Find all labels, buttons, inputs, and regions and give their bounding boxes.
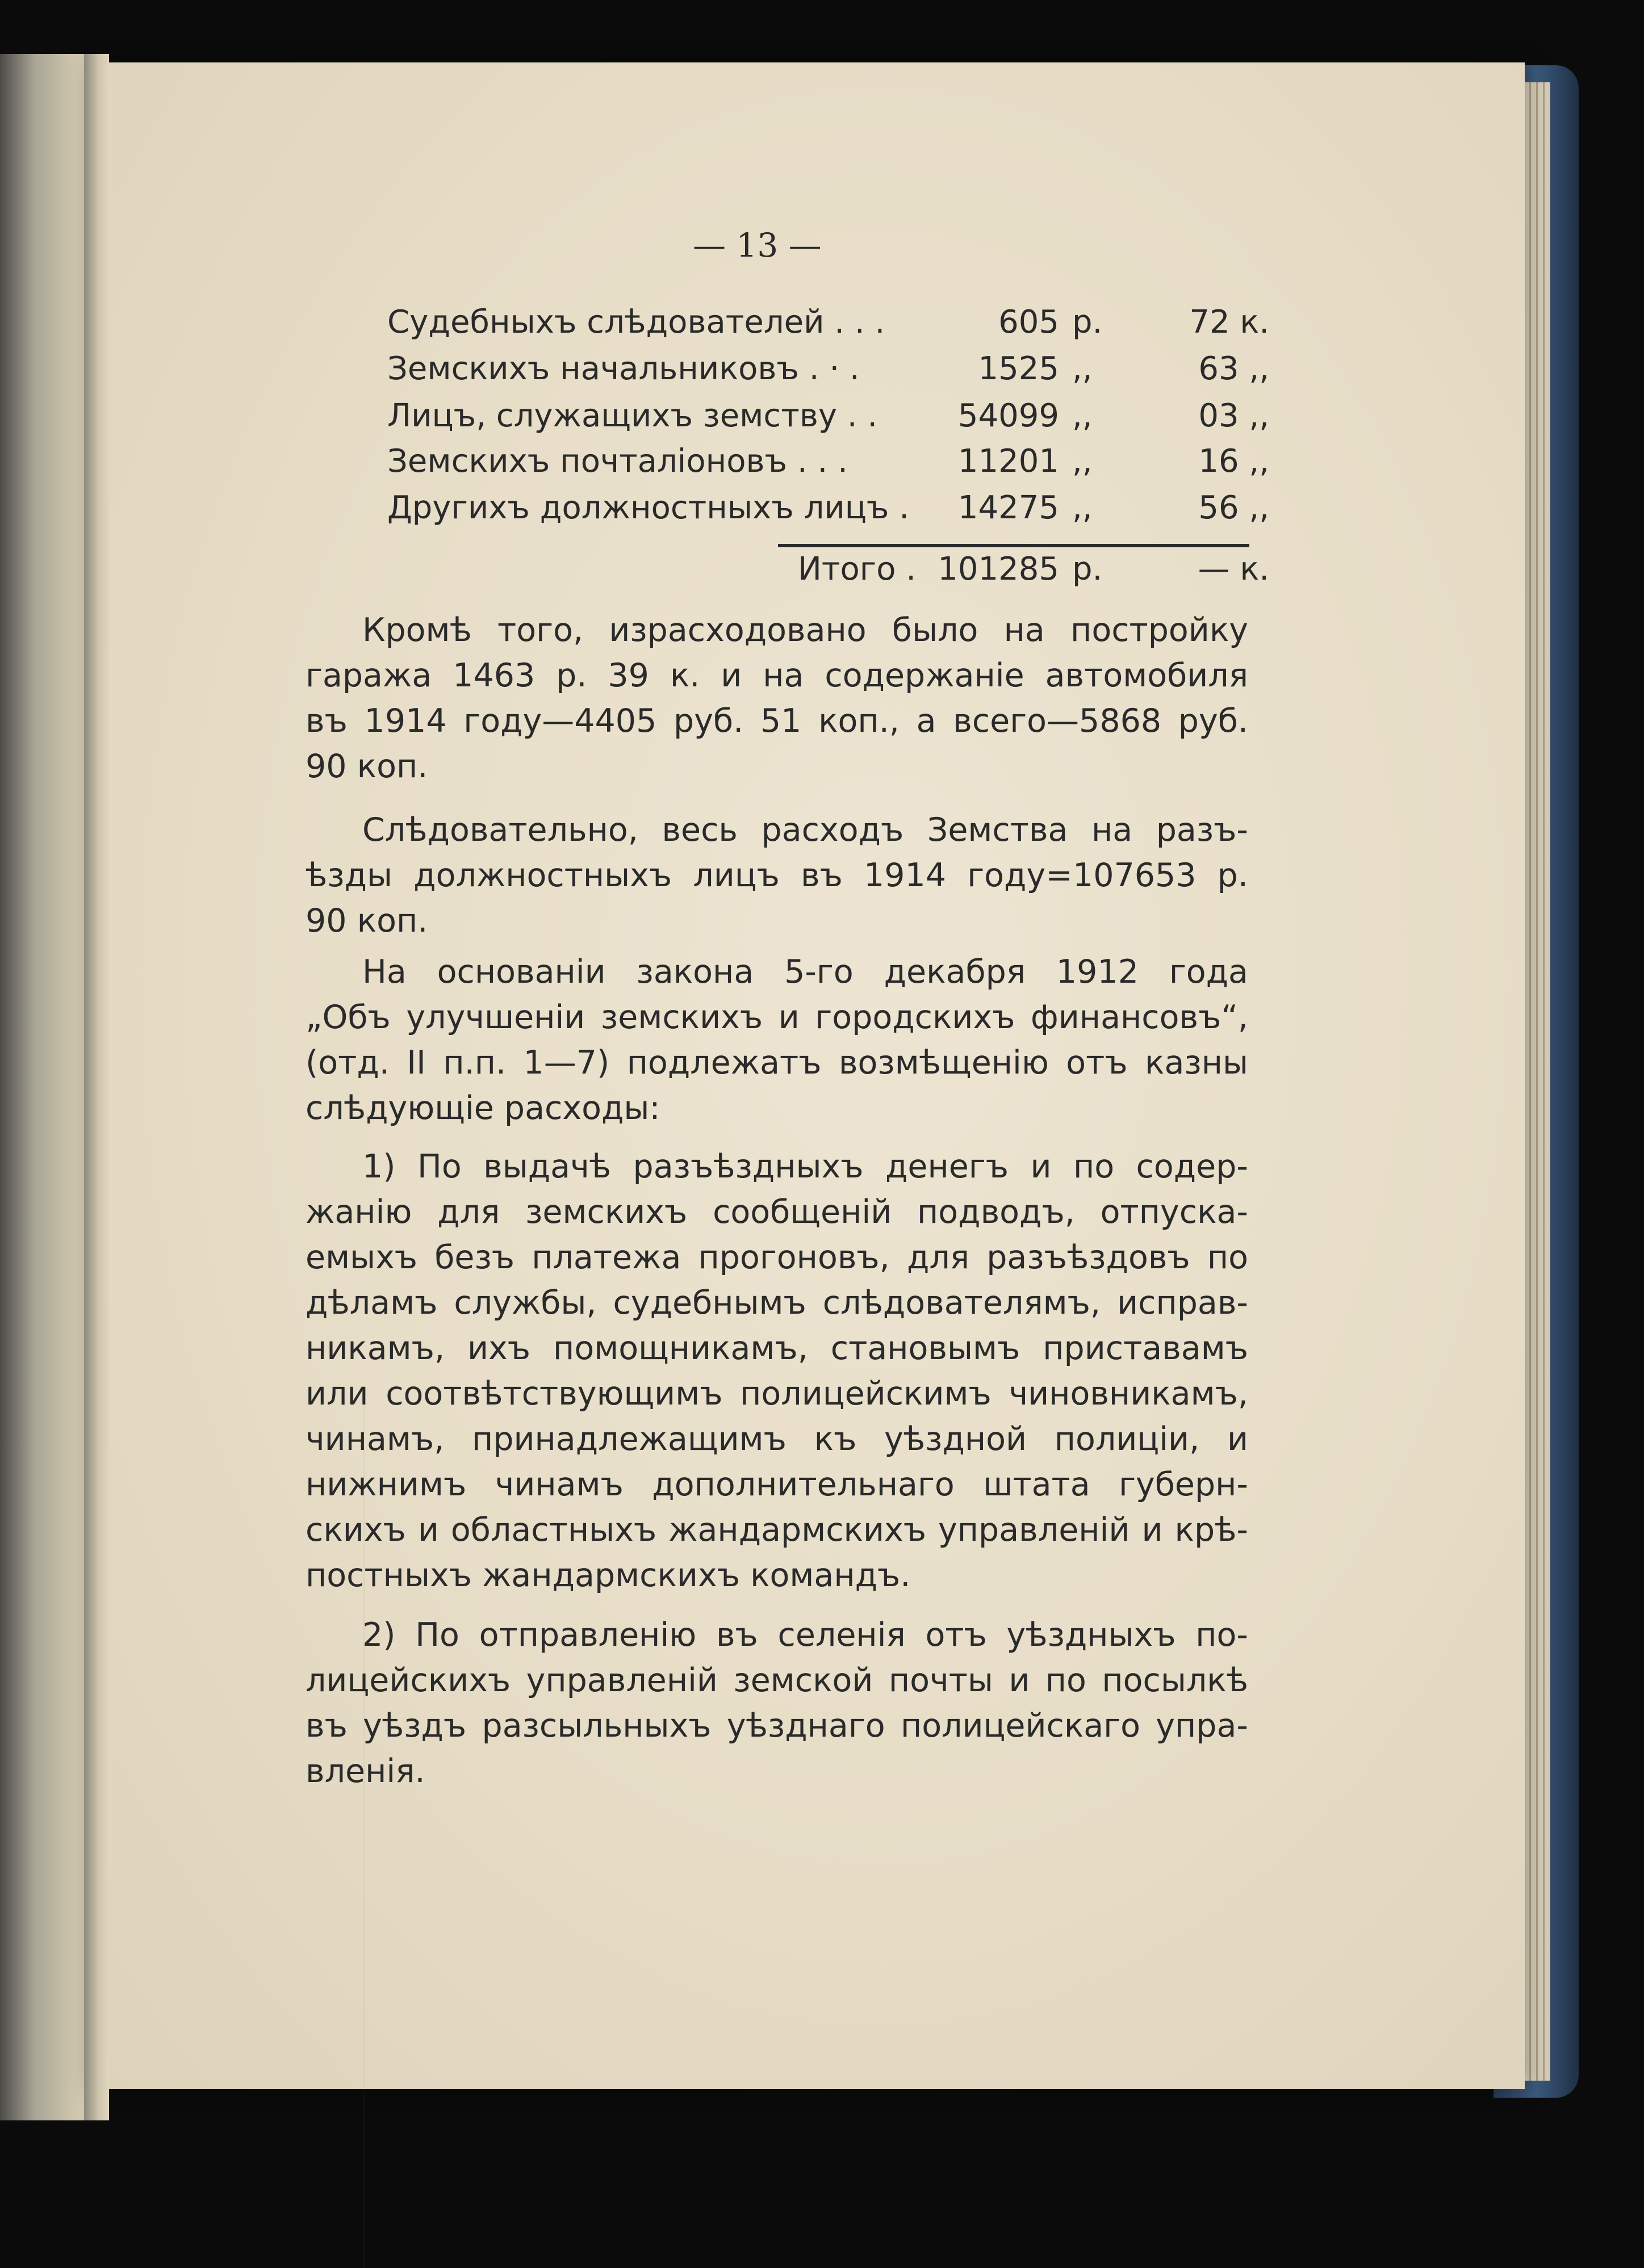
- table-row-kop: 16 ,,: [1198, 443, 1269, 480]
- paragraph-line: вленія.: [306, 1753, 425, 1790]
- table-row-rub: ,,: [1072, 350, 1093, 387]
- total-amount: 101285: [938, 551, 1059, 588]
- paragraph-line: никамъ, ихъ помощникамъ, становымъ приставамъ: [306, 1330, 1248, 1367]
- table-row-rub: ,,: [1072, 443, 1093, 480]
- paragraph-line: скихъ и областныхъ жандармскихъ управленій и крѣ-: [306, 1511, 1248, 1549]
- paragraph-line: въ уѣздъ разсыльныхъ уѣзднаго полицейскаго упра-: [306, 1707, 1248, 1745]
- sum-rule: [778, 544, 1249, 547]
- paragraph-item-2: [306, 1612, 1248, 1794]
- table-row-amount: 605: [998, 304, 1059, 341]
- paragraph-line: 1) По выдачѣ разъѣздныхъ денегъ и по содер-: [362, 1148, 1248, 1185]
- table-row-label: Другихъ должностныхъ лицъ .: [387, 489, 910, 526]
- paragraph-garage: [306, 607, 1248, 789]
- paragraph-line: гаража 1463 р. 39 к. и на содержаніе автомобиля: [306, 657, 1248, 694]
- paragraph-line: 90 коп.: [306, 748, 428, 785]
- table-row-label: Лицъ, служащихъ земству . .: [387, 397, 878, 434]
- table-row-kop: 56 ,,: [1198, 489, 1269, 526]
- paragraph-line: дѣламъ службы, судебнымъ слѣдователямъ, исправ-: [306, 1284, 1248, 1322]
- table-row-kop: 72 к.: [1189, 304, 1269, 341]
- paragraph-line: нижнимъ чинамъ дополнительнаго штата губерн-: [306, 1466, 1248, 1503]
- paragraph-line: емыхъ безъ платежа прогоновъ, для разъѣздовъ по: [306, 1239, 1248, 1276]
- table-row-rub: ,,: [1072, 397, 1093, 434]
- table-row-amount: 54099: [957, 397, 1059, 434]
- table-row-kop: 63 ,,: [1198, 350, 1269, 387]
- paragraph-line: (отд. II п.п. 1—7) подлежатъ возмѣщенію отъ казны: [306, 1044, 1248, 1081]
- table-row-kop: 03 ,,: [1198, 397, 1269, 434]
- paragraph-line: „Объ улучшеніи земскихъ и городскихъ финансовъ“,: [306, 999, 1248, 1036]
- table-row-rub: ,,: [1072, 489, 1093, 526]
- total-rub: р.: [1072, 551, 1103, 588]
- table-row-label: Земскихъ начальниковъ . · .: [387, 350, 860, 387]
- table-row-rub: р.: [1072, 304, 1103, 341]
- page-number: — 13 —: [693, 226, 822, 265]
- table-row-amount: 14275: [957, 489, 1059, 526]
- paragraph-line: На основаніи закона 5-го декабря 1912 года: [362, 953, 1248, 991]
- paragraph-line: постныхъ жандармскихъ командъ.: [306, 1557, 911, 1594]
- total-kop: — к.: [1198, 551, 1269, 588]
- table-row-label: Земскихъ почталіоновъ . . .: [387, 443, 848, 480]
- paragraph-line: жанію для земскихъ сообщеній подводъ, отпуска-: [306, 1193, 1248, 1231]
- table-row-amount: 1525: [978, 350, 1059, 387]
- paragraph-line: Слѣдовательно, весь расходъ Земства на разъ-: [362, 811, 1248, 849]
- paragraph-line: въ 1914 году—4405 руб. 51 коп., а всего—5868 руб.: [306, 702, 1248, 740]
- paragraph-line: Кромѣ того, израсходовано было на постройку: [362, 611, 1248, 649]
- paragraph-line: или соотвѣтствующимъ полицейскимъ чиновникамъ,: [306, 1375, 1248, 1412]
- paragraph-line: лицейскихъ управленій земской почты и по посылкѣ: [306, 1662, 1248, 1699]
- table-row-label: Судебныхъ слѣдователей . . .: [387, 304, 885, 341]
- book-gutter: [84, 54, 109, 2120]
- paragraph-total-expense: [306, 807, 1248, 944]
- paragraph-line: 2) По отправленію въ селенія отъ уѣздныхъ по-: [362, 1616, 1248, 1654]
- paragraph-line: слѣдующіе расходы:: [306, 1089, 660, 1127]
- paragraph-line: ѣзды должностныхъ лицъ въ 1914 году=107653 р.: [306, 857, 1248, 894]
- total-label: Итого .: [798, 551, 917, 588]
- paragraph-line: 90 коп.: [306, 902, 428, 940]
- paragraph-item-1: [306, 1144, 1248, 1598]
- paragraph-law: [306, 949, 1248, 1131]
- table-row-amount: 11201: [957, 443, 1059, 480]
- paragraph-line: чинамъ, принадлежащимъ къ уѣздной полиціи, и: [306, 1420, 1248, 1458]
